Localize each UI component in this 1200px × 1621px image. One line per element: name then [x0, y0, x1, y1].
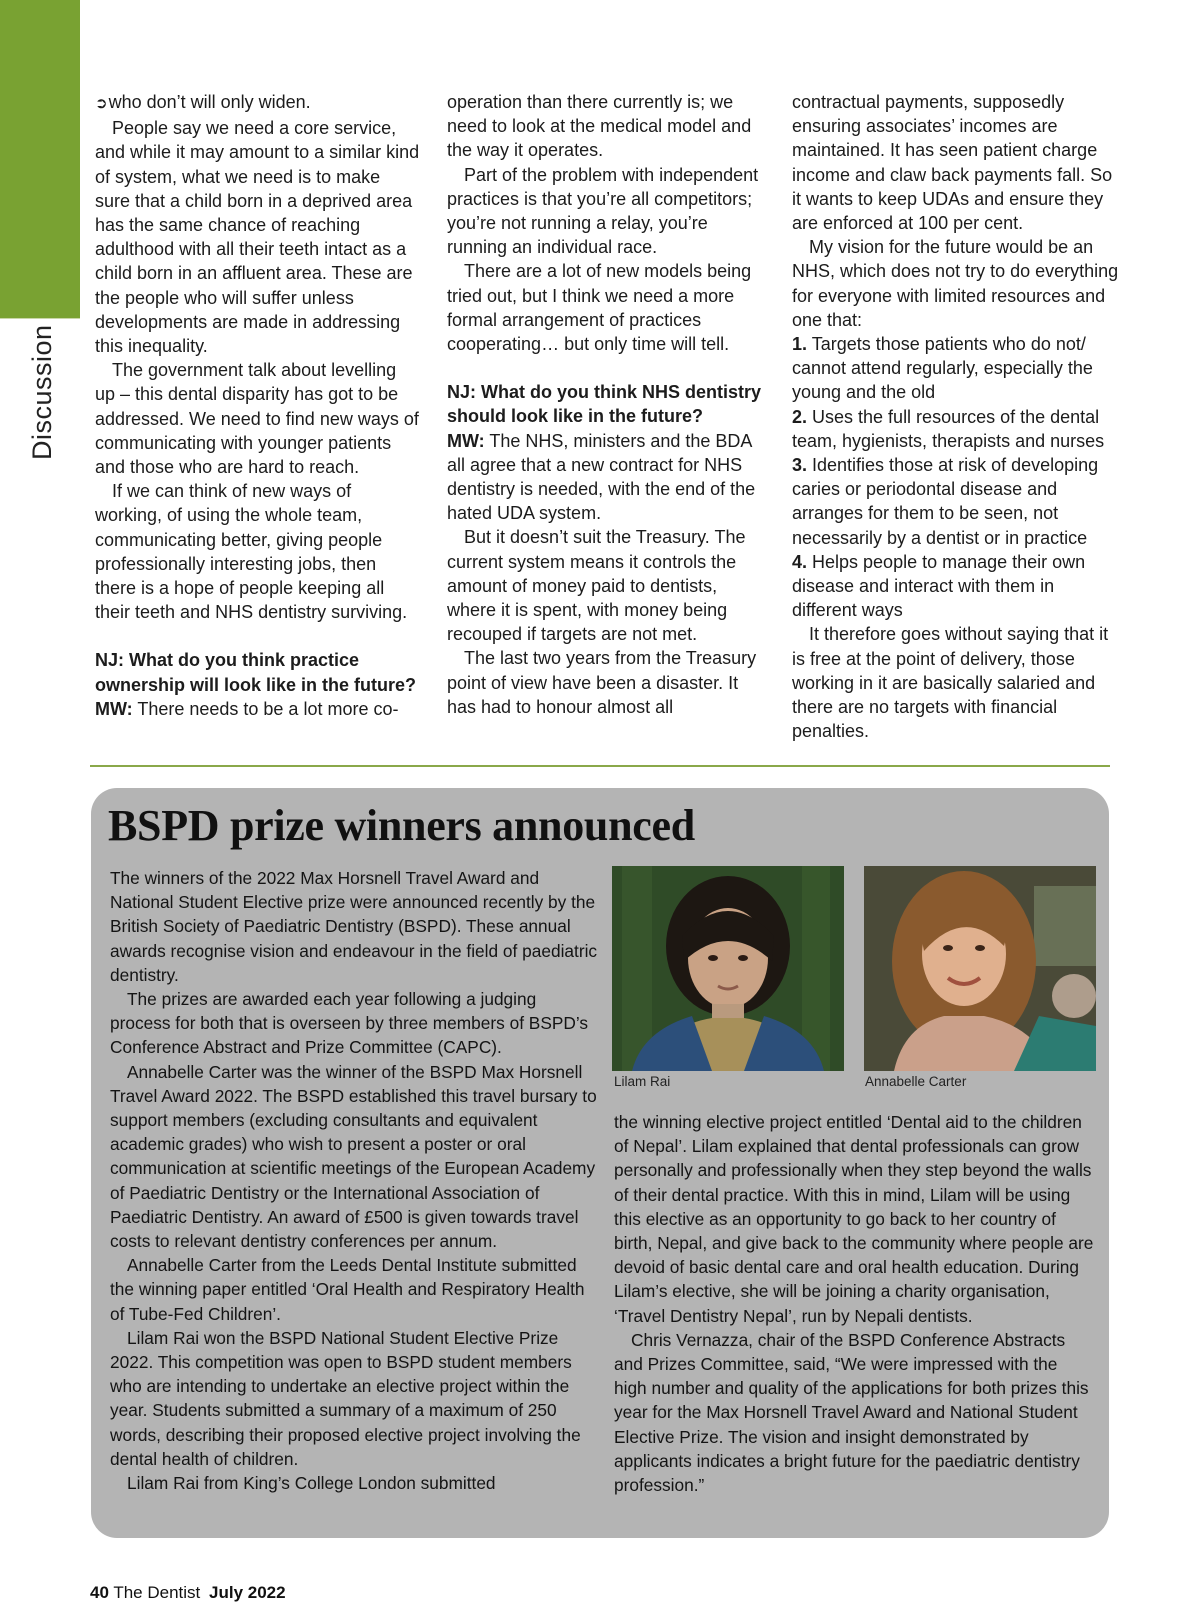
answer-text: The NHS, ministers and the BDA all agree that a new contract for NHS dentistry is needed, with the end of the hated UDA system.	[447, 430, 756, 524]
page-number: 40	[90, 1583, 109, 1602]
paragraph: People say we need a core service, and while it may amount to a similar kind of system, what we need is to make sure that a child born in a deprived area has the same chance of reaching adulthood with all their teeth intact as a child born in an affluent area. These are the people who will suffer unless developments are made in addressing this inequality.	[95, 118, 420, 357]
list-text: Helps people to manage their own disease and interact with them in different ways	[792, 551, 1086, 621]
section-label: Discussion	[27, 324, 57, 460]
paragraph: The winners of the 2022 Max Horsnell Travel Award and National Student Elective prize were announced recently by the British Society of Paediatric Dentistry (BSPD). These annual awards recognise vision and endeavour in the field of paediatric dentistry.	[110, 868, 598, 985]
portrait-photo-annabelle-carter	[864, 866, 1096, 1071]
paragraph: My vision for the future would be an NHS, which does not try to do everything for everyone with limited resources and one that:	[792, 237, 1119, 330]
paragraph: Lilam Rai won the BSPD National Student Elective Prize 2022. This competition was open to BSPD student members who are intending to undertake an elective project within the year. Students submitted a summary of a maximum of 250 words, describing their proposed elective project involving the dental health of children.	[110, 1327, 581, 1469]
list-text: Targets those patients who do not/ cannot attend regularly, especially the young and the old	[792, 334, 1093, 403]
paragraph: There are a lot of new models being tried out, but I think we need a more formal arrangement of practices cooperating… but only time will tell.	[447, 261, 752, 355]
list-number: 1.	[792, 334, 808, 355]
list-text: Uses the full resources of the dental team, hygienists, therapists and nurses	[792, 406, 1105, 451]
paragraph: But it doesn’t suit the Treasury. The current system means it controls the amount of money paid to dentists, where it is spent, with money being recouped if targets are not met.	[447, 527, 746, 645]
interview-answer	[95, 697, 420, 721]
section-divider	[90, 765, 1110, 767]
answer-text: There needs to be a lot more co-	[132, 698, 399, 719]
paragraph: Annabelle Carter from the Leeds Dental Institute submitted the winning paper entitled ‘Oral Health and Respiratory Health of Tube-Fed Children’.	[110, 1255, 585, 1324]
continued-arrow-icon: ➲	[95, 95, 108, 112]
paragraph: operation than there currently is; we need to look at the medical model and the way it operates.	[447, 92, 752, 161]
paragraph: If we can think of new ways of working, of using the whole team, communicating better, giving people professionally interesting jobs, then there is a hope of people keeping all their teeth and NHS dentistry surviving.	[95, 481, 408, 623]
news-box-column-2	[614, 1110, 1094, 1497]
interview-question: NJ: What do you think NHS dentistry should look like in the future?	[447, 382, 762, 427]
list-number: 3.	[792, 455, 808, 476]
paragraph-text: who don’t will only widen.	[108, 92, 311, 112]
list-text: Identifies those at risk of developing caries or periodontal disease and arranges for them to be seen, not necessarily by a dentist or in practice	[792, 455, 1099, 548]
paragraph: Chris Vernazza, chair of the BSPD Conference Abstracts and Prizes Committee, said, “We were impressed with the high number and quality of the applications for both prizes this year for the Max Horsnell Travel Award and National Student Elective Prize. The vision and insight demonstrated by applicants indicates a bright future for the paediatric dentistry profession.”	[614, 1329, 1089, 1496]
list-item	[792, 453, 1122, 550]
paragraph: The prizes are awarded each year following a judging process for both that is overseen by three members of BSPD’s Conference Abstract and Prize Committee (CAPC).	[110, 989, 589, 1058]
portrait-photo-lilam-rai	[612, 866, 844, 1071]
article-column-3	[792, 90, 1122, 743]
article-column-2	[447, 90, 762, 719]
page-footer	[90, 1583, 286, 1603]
paragraph: Lilam Rai from King’s College London submitted	[127, 1473, 496, 1494]
list-item	[792, 550, 1122, 623]
portrait-illustration	[612, 866, 844, 1071]
article-column-1	[95, 90, 420, 721]
paragraph: Part of the problem with independent practices is that you’re all competitors; you’re not running a relay, you’re running an individual race.	[447, 164, 759, 258]
photo-caption: Lilam Rai	[614, 1074, 671, 1089]
paragraph: contractual payments, supposedly ensuring associates’ incomes are maintained. It has seen patient charge income and claw back payments fall. So it wants to keep UDAs and ensure they are enforced at 100 per cent.	[792, 92, 1113, 234]
publication-name: The Dentist	[113, 1583, 201, 1602]
speaker-label: MW:	[447, 430, 485, 451]
speaker-label: MW:	[95, 698, 133, 719]
list-number: 2.	[792, 406, 808, 427]
portrait-illustration	[864, 866, 1096, 1071]
issue-date: July 2022	[209, 1583, 286, 1602]
list-item	[792, 405, 1122, 453]
paragraph	[95, 90, 420, 116]
photo-caption: Annabelle Carter	[865, 1074, 967, 1089]
paragraph: The government talk about levelling up – this dental disparity has got to be addressed. We need to find new ways of communicating with younger patients and those who are hard to reach.	[95, 360, 419, 478]
paragraph: the winning elective project entitled ‘Dental aid to the children of Nepal’. Lilam explained that dental professionals can grow personally and professionally when they step beyond the walls of their dental practice. With this in mind, Lilam will be using this elective as an opportunity to go back to her country of birth, Nepal, and give back to the community where people are devoid of basic dental care and oral health education. During Lilam’s elective, she will be joining a charity organisation, ‘Travel Dentistry Nepal’, run by Nepali dentists.	[614, 1112, 1094, 1326]
news-box-column-1	[110, 866, 600, 1495]
paragraph: Annabelle Carter was the winner of the BSPD Max Horsnell Travel Award 2022. The BSPD established this travel bursary to support members (excluding consultants and equivalent academic grades) who wish to present a poster or oral communication at scientific meetings of the European Academy of Paediatric Dentistry or the International Association of Paediatric Dentistry. An award of £500 is given towards travel costs to relevant dentistry conferences per annum.	[110, 1061, 597, 1252]
paragraph: The last two years from the Treasury point of view have been a disaster. It has had to honour almost all	[447, 648, 757, 717]
list-item	[792, 332, 1122, 405]
news-box-title: BSPD prize winners announced	[108, 801, 695, 850]
interview-question: NJ: What do you think practice ownership will look like in the future?	[95, 650, 417, 695]
paragraph: It therefore goes without saying that it is free at the point of delivery, those working in it are basically salaried and there are no targets with financial penalties.	[792, 624, 1109, 742]
list-number: 4.	[792, 551, 808, 572]
interview-answer	[447, 429, 762, 526]
